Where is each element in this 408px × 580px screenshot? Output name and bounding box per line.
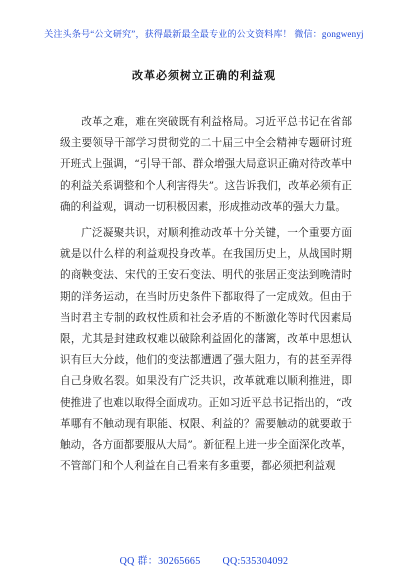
document-body <box>60 112 352 477</box>
body-paragraph: 改革之难，难在突破既有利益格局。习近平总书记在省部级主要领导干部学习贯彻党的二十届三中全会精神专题研讨班开班式上强调，“引导干部、群众增强大局意识正确对待改革中的利益关系调整和个人利害得失”。这告诉我们，改革必须有正确的利益观，调动一切积极因素，形成推动改革的强大力量。 <box>60 116 352 213</box>
document-title: 改革必须树立正确的利益观 <box>132 69 276 82</box>
footer-qq: QQ:535304092 <box>222 556 289 567</box>
body-paragraph: 广泛凝聚共识，对顺利推动改革十分关键，一个重要方面就是以什么样的利益观投身改革。在我国历史上，从战国时期的商鞅变法、宋代的王安石变法、明代的张居正变法到晚清时期的洋务运动，在当时历史条件下都取得了一定成效。但由于当时君主专制的政权性质和社会矛盾的不断激化等时代因素局限，尤其是封建政权难以破除利益固化的藩篱，改革中思想认识有巨大分歧，他们的变法都遭遇了强大阻力，有的甚至弄得自己身败名裂。如果没有广泛共识，改革就难以顺利推进，即使推进了也难以取得全面成功。正如习近平总书记指出的，“改革哪有不触动现有职能、权限、利益的？需要触动的就要敢于触动，各方面都要服从大局”。新征程上进一步全面深化改革，不管部门和个人利益在自己看来有多重要，都必须把利益观 <box>60 227 352 473</box>
header-banner: 关注头条号“公文研究”，获得最新最全最专业的公文资料库！ 微信：gongwenyj <box>44 29 364 39</box>
footer-contact <box>0 552 408 567</box>
footer-qq-group: QQ 群：30265665 <box>119 556 201 567</box>
